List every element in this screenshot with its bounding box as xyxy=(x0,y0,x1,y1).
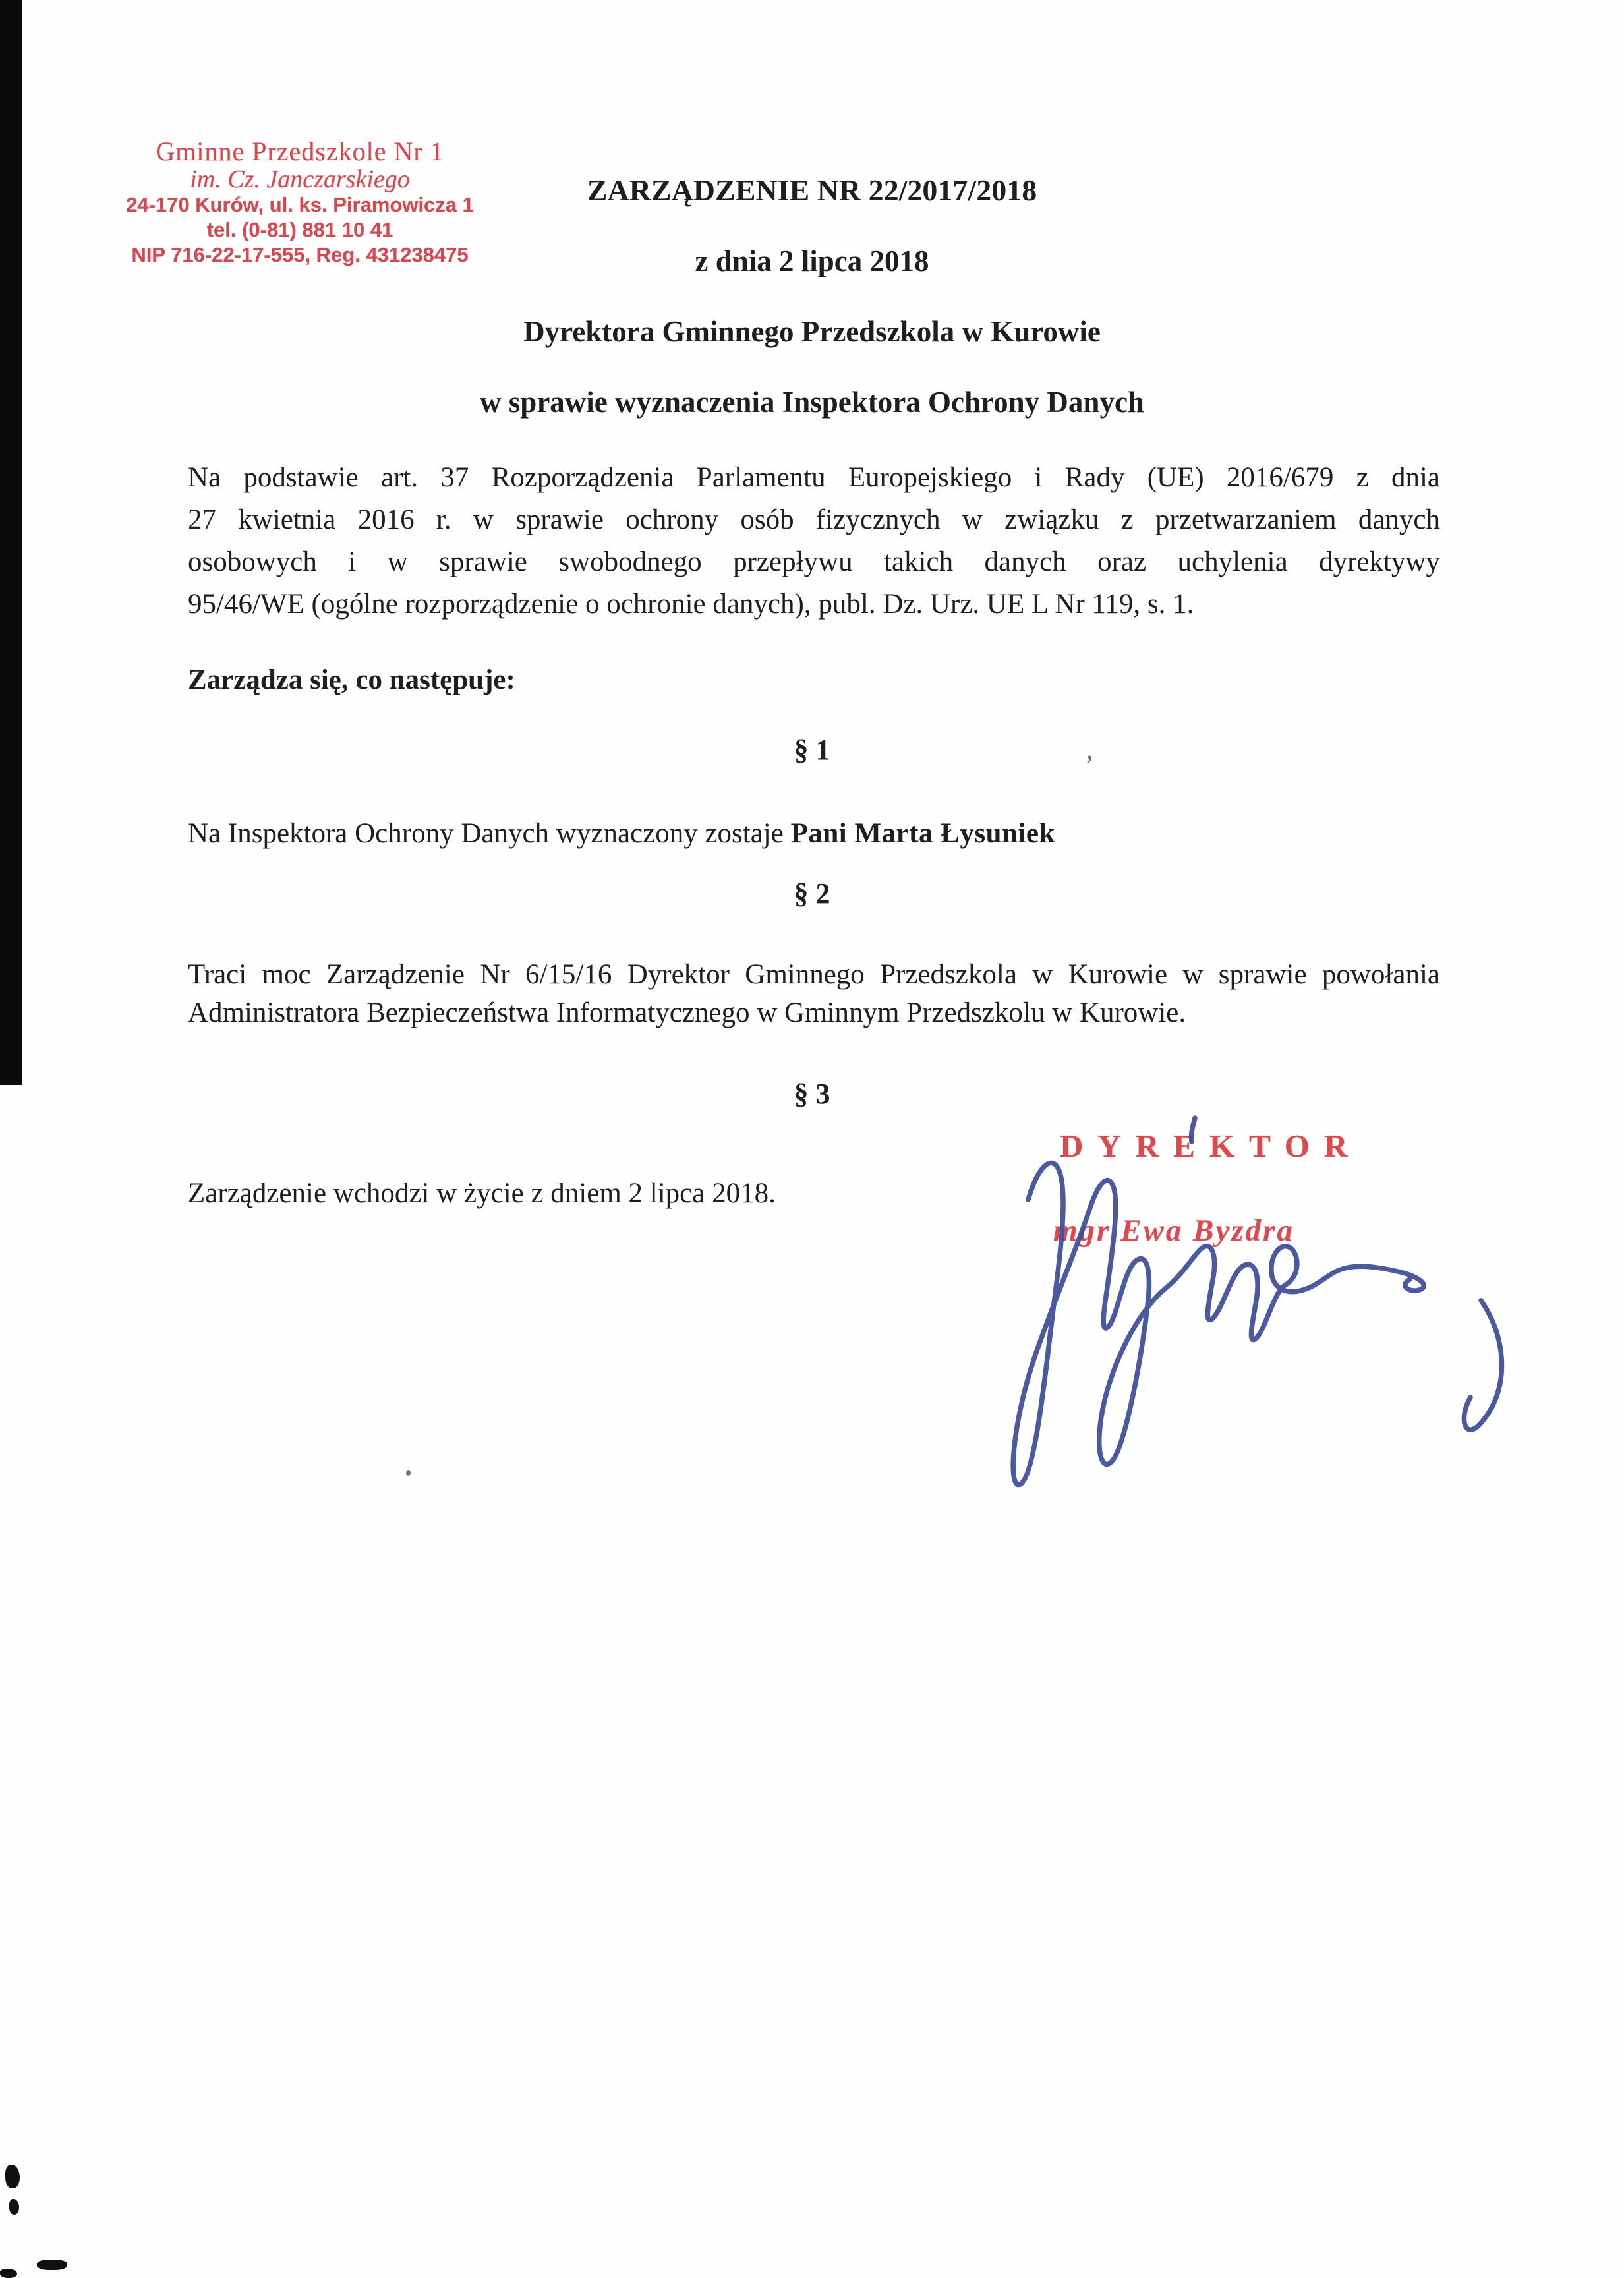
scan-speck xyxy=(37,2260,67,2270)
preamble-paragraph xyxy=(188,457,1440,626)
signature-flourish-stroke xyxy=(1464,1300,1501,1430)
preamble-line: 27 kwietnia 2016 r. w sprawie ochrony osób fizycznych w związku z przetwarzaniem danych xyxy=(188,504,1440,535)
stamp-address-line: 24-170 Kurów, ul. ks. Piramowicza 1 xyxy=(126,193,474,216)
signature-tick-stroke xyxy=(1191,1118,1195,1142)
stamp-patron-line: im. Cz. Janczarskiego xyxy=(190,165,410,193)
preamble-line: Na podstawie art. 37 Rozporządzenia Parlamentu Europejskiego i Rady (UE) 2016/679 z dnia xyxy=(188,462,1440,493)
section-2-text xyxy=(188,956,1440,1032)
preamble-line: osobowych i w sprawie swobodnego przepływu takich danych oraz uchylenia dyrektywy xyxy=(188,546,1440,577)
scan-edge-artifact-bar xyxy=(0,0,22,1085)
scan-speck xyxy=(9,2199,19,2215)
stamp-institution-name: Gminne Przedszkole Nr 1 xyxy=(156,136,444,166)
section-3-heading: § 3 xyxy=(794,1078,830,1110)
scan-speck xyxy=(5,2165,20,2188)
director-role-stamp: DYREKTOR xyxy=(1060,1128,1362,1164)
appointed-person-name: Pani Marta Łysuniek xyxy=(790,818,1055,849)
document-subject-line: w sprawie wyznaczenia Inspektora Ochrony Danych xyxy=(480,386,1144,419)
section-2-line: Traci moc Zarządzenie Nr 6/15/16 Dyrektor Gminnego Przedszkola w Kurowie w sprawie powołania xyxy=(188,959,1440,990)
director-name-stamp: mgr Ewa Byzdra xyxy=(1053,1213,1294,1248)
handwritten-signature xyxy=(989,1107,1549,1516)
pen-mark-comma: , xyxy=(1086,735,1093,765)
stamp-phone-line: tel. (0-81) 881 10 41 xyxy=(206,218,393,241)
order-intro-line: Zarządza się, co następuje: xyxy=(188,664,515,695)
document-title: ZARZĄDZENIE NR 22/2017/2018 xyxy=(587,173,1037,207)
preamble-line: 95/46/WE (ogólne rozporządzenie o ochronie danych), publ. Dz. Urz. UE L Nr 119, s. 1. xyxy=(188,589,1194,620)
scan-speck xyxy=(0,2269,17,2278)
section-1-heading: § 1 xyxy=(794,734,830,766)
document-date-line: z dnia 2 lipca 2018 xyxy=(695,245,929,277)
signature-main-stroke xyxy=(1013,1163,1424,1484)
ink-dot-artifact xyxy=(406,1470,411,1476)
section-2-heading: § 2 xyxy=(794,877,830,910)
document-issuer-line: Dyrektora Gminnego Przedszkola w Kurowie xyxy=(523,315,1101,348)
stamp-nip-regon-line: NIP 716-22-17-555, Reg. 431238475 xyxy=(131,243,469,266)
section-1-text-normal: Na Inspektora Ochrony Danych wyznaczony zostaje xyxy=(188,818,791,849)
section-3-text: Zarządzenie wchodzi w życie z dniem 2 lipca 2018. xyxy=(188,1178,776,1209)
section-1-text xyxy=(188,817,1473,850)
section-2-line: Administratora Bezpieczeństwa Informatycznego w Gminnym Przedszkolu w Kurowie. xyxy=(188,997,1186,1028)
